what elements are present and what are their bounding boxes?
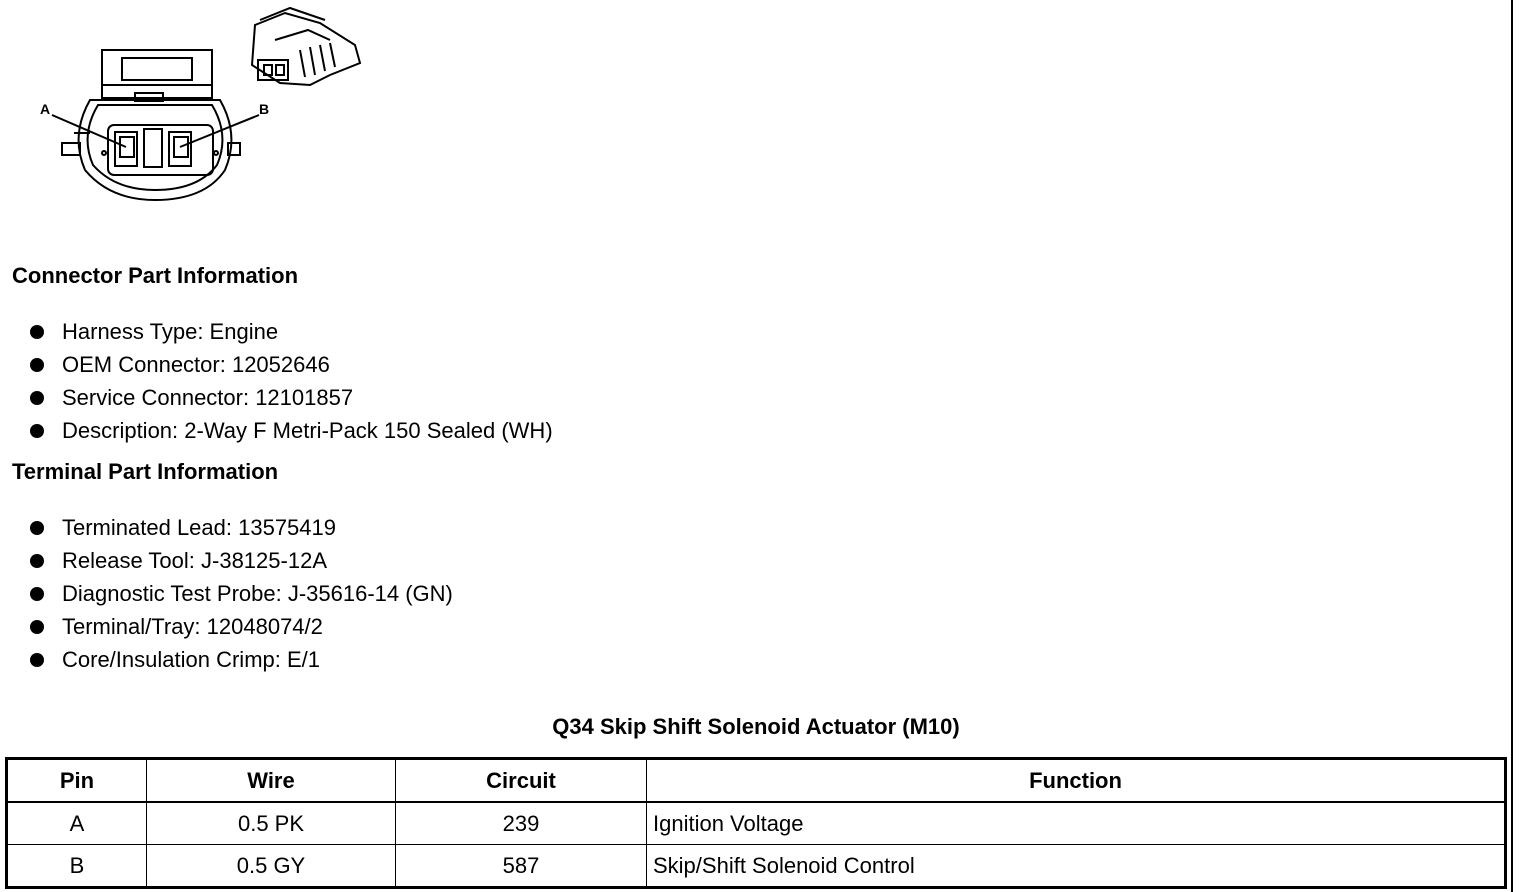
list-item-text: Terminal/Tray: 12048074/2 [62, 614, 323, 639]
cell-function: Ignition Voltage [647, 802, 1506, 845]
list-item-text: Diagnostic Test Probe: J-35616-14 (GN) [62, 581, 453, 606]
connector-face-drawing [30, 5, 380, 215]
list-item [30, 544, 453, 577]
bullet-icon [30, 587, 44, 601]
pin-table [5, 757, 1507, 889]
terminal-info-list [30, 511, 453, 676]
list-item [30, 511, 453, 544]
list-item-text: Description: 2-Way F Metri-Pack 150 Sealed (WH) [62, 418, 553, 443]
list-item-text: Release Tool: J-38125-12A [62, 548, 327, 573]
list-item [30, 610, 453, 643]
bullet-icon [30, 358, 44, 372]
connector-diagram [30, 5, 380, 215]
header-pin: Pin [7, 759, 147, 803]
table-row [7, 845, 1506, 888]
bullet-icon [30, 620, 44, 634]
page-right-border [1511, 0, 1513, 892]
header-wire: Wire [147, 759, 396, 803]
list-item [30, 315, 553, 348]
bullet-icon [30, 424, 44, 438]
pin-b-label: B [259, 101, 270, 117]
list-item-text: Core/Insulation Crimp: E/1 [62, 647, 320, 672]
list-item-text: Terminated Lead: 13575419 [62, 515, 336, 540]
cell-function: Skip/Shift Solenoid Control [647, 845, 1506, 888]
connector-section-title: Connector Part Information [12, 263, 299, 288]
terminal-section-title: Terminal Part Information [12, 459, 279, 484]
cell-pin: B [7, 845, 147, 888]
bullet-icon [30, 521, 44, 535]
bullet-icon [30, 391, 44, 405]
pin-a-label: A [40, 101, 51, 117]
list-item [30, 381, 553, 414]
list-item [30, 643, 453, 676]
header-circuit: Circuit [396, 759, 647, 803]
list-item-text: Harness Type: Engine [62, 319, 279, 344]
bullet-icon [30, 554, 44, 568]
list-item [30, 577, 453, 610]
list-item [30, 348, 553, 381]
cell-circuit: 239 [396, 802, 647, 845]
connector-info-list [30, 315, 553, 447]
list-item [30, 414, 553, 447]
list-item-text: OEM Connector: 12052646 [62, 352, 330, 377]
cell-circuit: 587 [396, 845, 647, 888]
cell-wire: 0.5 GY [147, 845, 396, 888]
list-item-text: Service Connector: 12101857 [62, 385, 354, 410]
cell-wire: 0.5 PK [147, 802, 396, 845]
bullet-icon [30, 325, 44, 339]
pin-table-title: Q34 Skip Shift Solenoid Actuator (M10) [552, 714, 960, 739]
table-row [7, 802, 1506, 845]
table-header-row [7, 759, 1506, 803]
bullet-icon [30, 653, 44, 667]
cell-pin: A [7, 802, 147, 845]
header-function: Function [647, 759, 1506, 803]
